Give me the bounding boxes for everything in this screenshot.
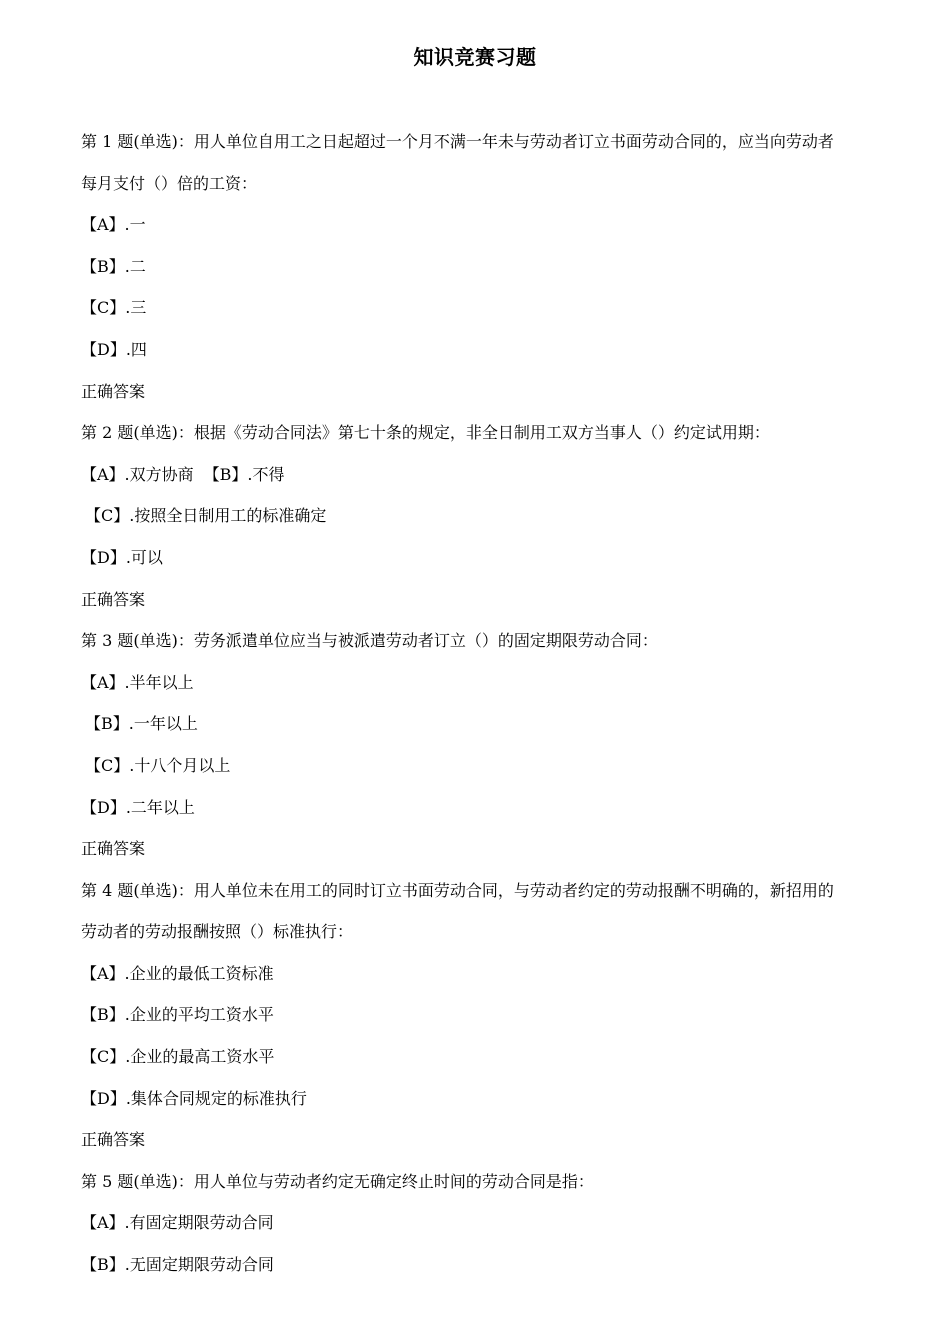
question-3-stem-line-1: 第 3 题(单选)：劳务派遣单位应当与被派遣劳动者订立（）的固定期限劳动合同： (81, 631, 658, 651)
question-4-stem-line-1: 第 4 题(单选)：用人单位未在用工的同时订立书面劳动合同，与劳动者约定的劳动报酬不明确的，新招用的 (81, 880, 834, 900)
question-1-stem-line-1: 第 1 题(单选)：用人单位自用工之日起超过一个月不满一年未与劳动者订立书面劳动合同的，应当向劳动者 (81, 132, 834, 151)
question-1-option-b: 【B】.二 (81, 256, 146, 276)
question-3-option-c: 【C】.十八个月以上 (85, 755, 231, 775)
question-2-answer-label: 正确答案 (81, 589, 146, 609)
question-4-option-b: 【B】.企业的平均工资水平 (81, 1005, 274, 1025)
question-2-options-ab (81, 454, 871, 496)
question-list (81, 121, 871, 1286)
question-2-stem-line-1: 第 2 题(单选)：根据《劳动合同法》第七十条的规定，非全日制用工双方当事人（）约定试用期： (81, 423, 770, 443)
question-4-option-d: 【D】.集体合同规定的标准执行 (81, 1088, 307, 1108)
question-1-option-d: 【D】.四 (81, 339, 147, 359)
question-5-option-a: 【A】.有固定期限劳动合同 (81, 1213, 274, 1233)
question-3-option-a: 【A】.半年以上 (81, 672, 194, 692)
question-1-option-a: 【A】.一 (81, 215, 146, 235)
document-title: 知识竞赛习题 (413, 45, 537, 69)
question-5-option-b: 【B】.无固定期限劳动合同 (81, 1255, 274, 1275)
question-3-option-b: 【B】.一年以上 (85, 714, 198, 734)
question-4-option-c: 【C】.企业的最高工资水平 (81, 1047, 275, 1067)
question-4-answer-label: 正确答案 (81, 1130, 146, 1150)
question-2-option-d: 【D】.可以 (81, 547, 163, 567)
question-1-answer-label: 正确答案 (81, 381, 146, 401)
question-3-option-d: 【D】.二年以上 (81, 797, 195, 817)
question-4-option-a: 【A】.企业的最低工资标准 (81, 963, 274, 983)
question-4-stem-line-2: 劳动者的劳动报酬按照（）标准执行： (81, 922, 354, 942)
question-1-option-c: 【C】.三 (81, 298, 147, 318)
question-3-answer-label: 正确答案 (81, 839, 146, 859)
question-1-stem-line-2: 每月支付（）倍的工资： (81, 173, 258, 193)
question-5-stem-line-1: 第 5 题(单选)：用人单位与劳动者约定无确定终止时间的劳动合同是指： (81, 1171, 594, 1191)
question-2-option-c: 【C】.按照全日制用工的标准确定 (85, 506, 327, 526)
question-2-option-a: 【A】.双方协商 (81, 464, 194, 484)
question-2-option-b: 【B】.不得 (203, 464, 285, 484)
